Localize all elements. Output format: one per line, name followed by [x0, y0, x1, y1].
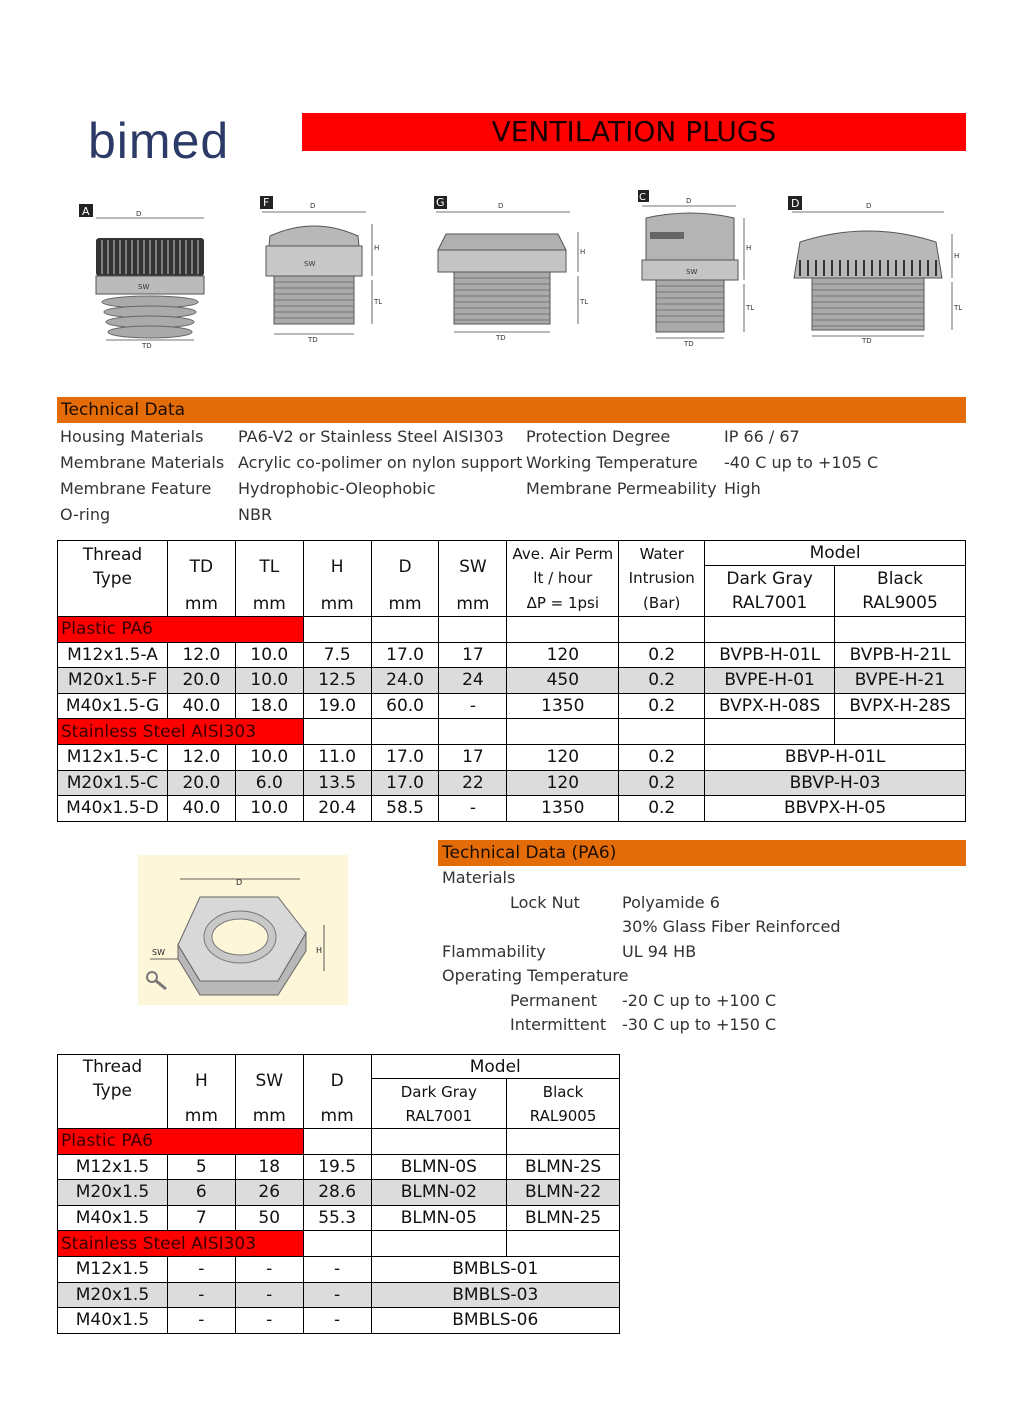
- table-row: M20x1.5 - - - BMBLS-03: [58, 1282, 620, 1308]
- svg-text:TL: TL: [374, 298, 383, 306]
- td-label: Membrane Materials: [60, 453, 225, 472]
- table-row: M40x1.5-G 40.0 18.0 19.0 60.0 - 1350 0.2 BVPX-H-08S BVPX-H-28S: [58, 693, 966, 719]
- svg-text:TL: TL: [746, 304, 755, 312]
- pa6-permanent-label: Permanent: [510, 990, 598, 1010]
- technical-data-header: Technical Data: [57, 397, 966, 423]
- td-label: Membrane Feature: [60, 479, 212, 498]
- technical-data-pa6: [442, 866, 962, 1038]
- pa6-lock-nut-label: Lock Nut: [510, 892, 580, 912]
- td-value: Hydrophobic-Oleophobic: [238, 479, 436, 498]
- table-row: M12x1.5-C 12.0 10.0 11.0 17.0 17 120 0.2 BBVP-H-01L: [58, 744, 966, 770]
- svg-text:TL: TL: [954, 304, 963, 312]
- product-drawing-c: [636, 188, 756, 348]
- col-h: H mm: [167, 1055, 235, 1129]
- svg-text:TD: TD: [684, 340, 694, 348]
- technical-data-row: [60, 476, 960, 502]
- technical-data-row: [60, 424, 960, 450]
- svg-text:SW: SW: [152, 948, 165, 957]
- product-drawing-d: [786, 194, 966, 344]
- td-value: PA6-V2 or Stainless Steel AISI303: [238, 427, 504, 446]
- technical-data-pa6-header: Technical Data (PA6): [438, 840, 966, 866]
- table-row: M12x1.5 - - - BMBLS-01: [58, 1256, 620, 1282]
- svg-text:SW: SW: [138, 283, 150, 291]
- category-row: [58, 719, 966, 745]
- product-drawing-g: [432, 194, 592, 344]
- table-row: M12x1.5 5 18 19.5 BLMN-0S BLMN-2S: [58, 1154, 620, 1180]
- category-plastic: Plastic PA6: [58, 1129, 304, 1155]
- table-row: M40x1.5 - - - BMBLS-06: [58, 1308, 620, 1334]
- svg-text:SW: SW: [304, 260, 316, 268]
- technical-data-row: [60, 502, 960, 528]
- category-plastic: Plastic PA6: [58, 617, 304, 643]
- nut-table-header-row: [58, 1055, 620, 1079]
- table-row: M20x1.5 6 26 28.6 BLMN-02 BLMN-22: [58, 1180, 620, 1206]
- svg-text:D: D: [310, 202, 316, 210]
- col-model-black: Black RAL9005: [835, 566, 966, 617]
- table-row: M12x1.5-A 12.0 10.0 7.5 17.0 17 120 0.2 BVPB-H-01L BVPB-H-21L: [58, 642, 966, 668]
- svg-text:TD: TD: [496, 334, 506, 342]
- technical-data-grid: [60, 424, 960, 528]
- svg-text:D: D: [866, 202, 872, 210]
- col-sw: SW mm: [235, 1055, 303, 1129]
- table-row: M40x1.5-D 40.0 10.0 20.4 58.5 - 1350 0.2 BBVPX-H-05: [58, 796, 966, 822]
- td-label: Housing Materials: [60, 427, 204, 446]
- col-air-perm: Ave. Air Perm lt / hour ΔP = 1psi: [507, 541, 619, 617]
- category-steel: Stainless Steel AISI303: [58, 719, 304, 745]
- table-row: M20x1.5-C 20.0 6.0 13.5 17.0 22 120 0.2 BBVP-H-03: [58, 770, 966, 796]
- col-h: H mm: [303, 541, 371, 617]
- td-label: O-ring: [60, 505, 111, 524]
- technical-data-row: [60, 450, 960, 476]
- col-model: Model: [705, 541, 966, 566]
- label-f: F: [263, 196, 270, 209]
- pa6-op-temp-label: Operating Temperature: [442, 966, 629, 985]
- svg-text:D: D: [498, 202, 504, 210]
- col-thread-type: Thread Type: [58, 1055, 168, 1129]
- col-model-dark-gray: Dark Gray RAL7001: [705, 566, 835, 617]
- svg-text:H: H: [580, 248, 586, 256]
- col-model-black: Black RAL9005: [507, 1079, 620, 1129]
- category-row: [58, 617, 966, 643]
- col-model: Model: [371, 1055, 619, 1079]
- col-tl: TL mm: [235, 541, 303, 617]
- plug-table-header-row: [58, 541, 966, 566]
- pa6-intermittent-label: Intermittent: [510, 1015, 607, 1034]
- td-value2: IP 66 / 67: [724, 427, 800, 446]
- table-row: M20x1.5-F 20.0 10.0 12.5 24.0 24 450 0.2 BVPE-H-01 BVPE-H-21: [58, 668, 966, 694]
- pa6-lock-nut-value2: 30% Glass Fiber Reinforced: [622, 917, 841, 936]
- product-drawing-a: [76, 200, 226, 350]
- label-d: D: [791, 197, 800, 210]
- svg-text:D: D: [686, 197, 692, 205]
- category-steel: Stainless Steel AISI303: [58, 1231, 304, 1257]
- lock-nut-drawing: [138, 855, 348, 1005]
- td-label2: Working Temperature: [526, 453, 698, 472]
- col-thread-type: Thread Type: [58, 541, 168, 617]
- pa6-permanent-value: -20 C up to +100 C: [622, 990, 777, 1010]
- svg-text:D: D: [136, 210, 142, 218]
- col-water-intrusion: Water Intrusion (Bar): [619, 541, 705, 617]
- td-value: Acrylic co-polimer on nylon support: [238, 453, 523, 472]
- svg-text:D: D: [236, 878, 243, 887]
- product-drawing-f: [258, 194, 398, 344]
- category-row: [58, 1231, 620, 1257]
- col-model-dark-gray: Dark Gray RAL7001: [371, 1079, 507, 1129]
- svg-text:TD: TD: [308, 336, 318, 344]
- td-value2: High: [724, 479, 761, 498]
- label-c: C: [639, 192, 646, 203]
- col-d: D mm: [303, 1055, 371, 1129]
- lock-nut-table: [57, 1054, 620, 1334]
- brand-logo: bimed: [88, 113, 230, 169]
- pa6-materials-label: Materials: [442, 868, 516, 887]
- td-value2: -40 C up to +105 C: [724, 453, 879, 472]
- svg-text:H: H: [374, 244, 380, 252]
- svg-text:H: H: [954, 252, 960, 260]
- pa6-flammability-value: UL 94 HB: [622, 941, 697, 961]
- col-sw: SW mm: [439, 541, 507, 617]
- category-row: [58, 1129, 620, 1155]
- td-value: NBR: [238, 505, 273, 524]
- col-td: TD mm: [167, 541, 235, 617]
- td-label2: Protection Degree: [526, 427, 671, 446]
- pa6-flammability-label: Flammability: [442, 941, 546, 961]
- svg-text:H: H: [316, 946, 323, 955]
- plug-spec-table: [57, 540, 966, 822]
- td-label2: Membrane Permeability: [526, 479, 717, 498]
- pa6-intermittent-value: -30 C up to +150 C: [622, 1015, 777, 1034]
- label-g: G: [436, 196, 445, 209]
- page-title: VENTILATION PLUGS: [302, 113, 966, 151]
- wrench-icon: [147, 972, 166, 989]
- svg-text:SW: SW: [686, 268, 698, 276]
- table-row: M40x1.5 7 50 55.3 BLMN-05 BLMN-25: [58, 1205, 620, 1231]
- svg-text:TL: TL: [580, 298, 589, 306]
- label-a: A: [82, 205, 90, 218]
- product-drawings: [70, 180, 970, 350]
- svg-text:TD: TD: [862, 337, 872, 344]
- svg-text:TD: TD: [142, 342, 152, 350]
- svg-text:H: H: [746, 244, 752, 252]
- pa6-lock-nut-value: Polyamide 6: [622, 892, 720, 912]
- col-d: D mm: [371, 541, 439, 617]
